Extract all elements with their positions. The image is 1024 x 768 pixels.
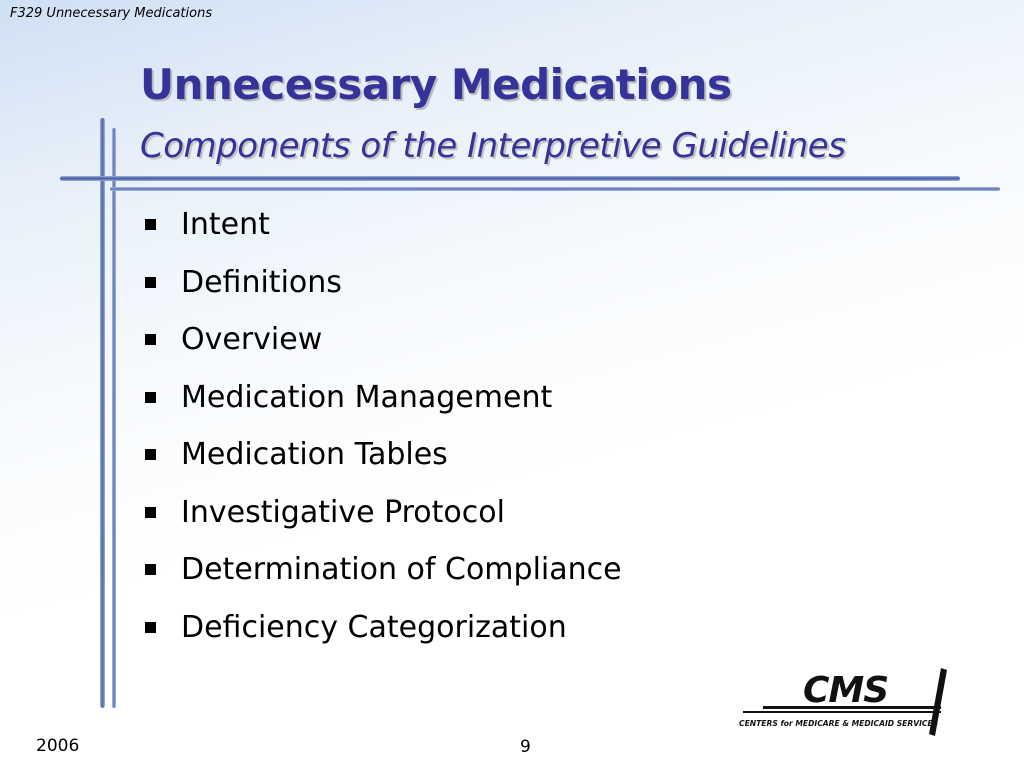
slide-subtitle: Components of the Interpretive Guidelines — [140, 126, 846, 166]
bullet-item — [145, 196, 622, 254]
vertical-rule-outer — [100, 118, 105, 708]
horizontal-rule-upper — [60, 176, 960, 181]
bullet-square-icon — [145, 334, 156, 345]
bullet-square-icon — [145, 507, 156, 518]
bullet-item — [145, 426, 622, 484]
header-note: F329 Unnecessary Medications — [10, 6, 213, 21]
bullet-text: Intent — [181, 207, 270, 243]
bullet-text: Medication Tables — [181, 437, 448, 473]
bullet-text: Medication Management — [181, 379, 553, 415]
footer-year: 2006 — [36, 736, 80, 756]
bullet-square-icon — [145, 392, 156, 403]
bullet-square-icon — [145, 277, 156, 288]
bullet-item — [145, 599, 622, 657]
bullet-square-icon — [145, 219, 156, 230]
bullet-text: Determination of Compliance — [181, 552, 622, 588]
horizontal-rule-lower — [110, 187, 1000, 191]
bullet-text: Definitions — [181, 264, 342, 300]
bullet-item — [145, 484, 622, 542]
cms-tagline: CENTERS for MEDICARE & MEDICAID SERVICES — [739, 719, 939, 728]
cms-wordmark: CMS — [803, 670, 889, 711]
bullet-item — [145, 541, 622, 599]
bullet-item — [145, 369, 622, 427]
bullet-square-icon — [145, 564, 156, 575]
bullet-text: Deficiency Categorization — [181, 609, 567, 645]
slide-title: Unnecessary Medications — [140, 60, 732, 109]
bullet-item — [145, 311, 622, 369]
page-number: 9 — [520, 737, 531, 757]
bullet-text: Overview — [181, 322, 323, 358]
vertical-rule-inner — [112, 128, 116, 708]
bullet-list — [145, 196, 622, 656]
cms-logo-icon — [735, 666, 955, 742]
bullet-square-icon — [145, 449, 156, 460]
bullet-item — [145, 254, 622, 312]
bullet-square-icon — [145, 622, 156, 633]
cms-logo — [735, 666, 955, 742]
bullet-text: Investigative Protocol — [181, 494, 505, 530]
